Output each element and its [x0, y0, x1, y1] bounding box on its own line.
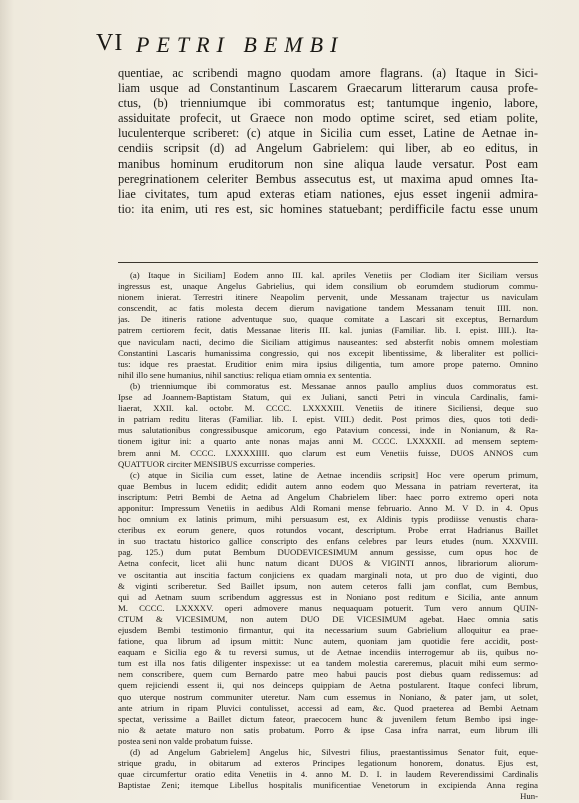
footnotes: [118, 270, 538, 803]
page-number: VI: [96, 30, 124, 56]
footnote-rule: [118, 262, 538, 263]
footnote-line: inscriptum: Petri Bembi de Aetna ad Angelum Chabrielem liber: haec porro extremo operi nota: [118, 491, 538, 502]
footnote-line: nionem inierat. Terrestri itinere Neapolim pervenit, unde Messanam trajectur us naviculam: [118, 292, 538, 303]
footnote-line: QUATTUOR circiter MENSIBUS excurrisse comperies.: [118, 458, 316, 469]
footnote-line: apponitur: Impressum Venetiis in aedibus Aldi Romani mense februario. Anno M. V D. in 4. Opus: [118, 502, 538, 513]
footnote-line: liaerat, XXII. kal. octobr. M. CCCC. LXXXXIII. Venetiis de itinere Siciliensi, deque suo: [118, 403, 538, 414]
main-text-line: luculenterque scriberet: (c) atque in Sicilia cum esset, Latine de Aetnae in-: [118, 126, 538, 141]
footnote-line: nio & aetate maturo non satis probatum. Porro & ipse Casa infra narrat, eum librum illi: [118, 724, 538, 735]
footnote-line: patrem certiorem fecit, datis Messanae literis III. kal. junias (Familiar. lib. I. epist. IIII.). Ita-: [118, 325, 538, 336]
main-text-line: assiduitate profecit, ut Graece non modo optime sciret, sed etiam polite,: [118, 111, 538, 126]
footnote-line: Hun-: [520, 791, 538, 802]
footnote-line: hoc omnium ex latinis primum, mihi persuasum est, ex Aldinis typis prodiisse venustis chara-: [118, 514, 538, 525]
main-text-line: tio: ita enim, uti res est, sic homines statuebant; perdifficile factu esse unum: [118, 201, 538, 216]
footnote-line: qui ad Aetnam suum scribendum aggressus est in Noniano post reditum e Sicilia, ante annum: [118, 591, 538, 602]
footnote-line: fatione, qua librum ad ipsum mittit: Nunc autem, quoniam jam quotidie fere accidit, post-: [118, 636, 538, 647]
footnote-line: CTUM & VICESIMUM, non autem DUO DE VICESIMUM agebat. Haec omnia satis: [118, 613, 538, 624]
footnote-line: postea seni non valde probatum fuisse.: [118, 735, 253, 746]
footnote-line: (b) trienniumque ibi commoratus est. Messanae annos paullo amplius duos commoratus est.: [130, 380, 538, 391]
footnote-line: in suo tractatu historico gallice conscripto des enfans celebres par leurs etudes (num. XXXVIII.: [118, 536, 538, 547]
footnote-line: spectat, verissime a Baillet dictum fateor, praecocem hunc & juvenilem fetum Bembo ipsi inge-: [118, 713, 538, 724]
main-text-line: manibus hominum eruditorum non sine aliqua laude versatur. Post eam: [118, 156, 538, 171]
main-text-line: liae civitates, tum apud exteras etiam nationes, ejus esset ingenii admira-: [118, 186, 538, 201]
footnote-line: M. CCCC. LXXXXV. operi admovere manus nequaquam potuerit. Tum vero annum QUIN-: [118, 602, 538, 613]
footnote-line: quae Bembus in lucem edidit; edidit autem anno eodem quo Messana in patriam reverterat, ita: [118, 480, 538, 491]
page-header: [96, 30, 526, 60]
footnote-line: que naviculam nacti, decimo die Siciliam attigimus nauseantes: sed absterfit nobis omnem molestiam: [118, 336, 538, 347]
footnote-line: tionem igitur ini: a quarto ante nonas majas anni M. CCCC. LXXXXII. ad mensem septem-: [118, 436, 538, 447]
footnote-line: conscendit, ac fatis molesta decem dierum navigatione tandem Messanam tenuit IIII. non.: [118, 303, 538, 314]
footnote-line: ve oscitantia aut inscitia factum conjiciens ex quadam marginali nota, ut pro duo de viginti, duo: [118, 569, 538, 580]
footnote-line: in patriam reditu literas (Familiar. lib. I. epist. VIII.) dedit. Post primos dies, quos toti dedi-: [118, 414, 538, 425]
footnote-line: jas. De itineris ratione adventuque suo, quaque comitate a Lascari sit exceptus, Bernardum: [118, 314, 538, 325]
footnote-line: Baptistae Zeni; itemque Libellus hospitalis munificentiae Venetorum in excipienda Anna regina: [118, 780, 538, 791]
footnote-line: nihil illo sene humanius, nihil sanctius: reliqua etiam omnia ex sententia.: [118, 369, 372, 380]
footnote-line: Ipse ad Joannem-Baptistam Statum, qui ex Juliani, sancti Petri in vincula Cardinalis, fami-: [118, 392, 538, 403]
footnote-line: eaquam e Sicilia ego & tu reversi sumus, ut de Aetnae incendiis interrogemur ab iis, quibus no-: [118, 647, 538, 658]
footnote-line: (c) atque in Sicilia cum esset, latine de Aetnae incendiis scripsit] Hoc vere operum primum,: [130, 469, 538, 480]
footnote-line: quem rejiciendi essent ii, qui nos deinceps quippiam de Aetna postularent. Itaque confeci librum,: [118, 680, 538, 691]
footnote-line: tus: idque res praestat. Eruditior enim mira ipsius diligentia, tum amore prope paterno. Omnino: [118, 358, 538, 369]
main-text-line: cendiis scripsit (d) ad Angelum Gabrielem: qui liber, ab eo editus, in: [118, 141, 538, 156]
footnote-line: (d) ad Angelum Gabrielem] Angelus hic, Silvestri filius, praestantissimus Senator fuit, eque-: [130, 747, 538, 758]
footnote-line: & viginti scriberetur. Sed Baillet ipsum, non autem ceteros falli jam conflat, cum Bembus,: [118, 580, 538, 591]
footnote-line: (a) Itaque in Siciliam] Eodem anno III. kal. apriles Venetiis per Clodiam iter Siciliam versus: [130, 270, 538, 280]
running-title: PETRI BEMBI: [136, 32, 345, 57]
footnote-line: Aetna confecit, licet alii hunc natum dicant DUOS & VIGINTI annos, librariorum aliorum-: [118, 558, 538, 569]
main-text-line: quentiae, ac scribendi magno quodam amore flagrans. (a) Itaque in Sici-: [118, 66, 538, 80]
footnote-line: ingressus est, unaque Angelus Gabrielius, qui idem consilium ob eorumdem studiorum commu-: [118, 281, 538, 292]
footnote-line: pag. 125.) dum putat Bembum DUODEVICESIMUM annum gessisse, cum opus hoc de: [118, 547, 538, 558]
main-text-line: ctus, (b) trienniumque ibi commoratus est; tantumque ingenio, labore,: [118, 96, 538, 111]
footnote-line: Constantini Lascaris humanissima congressio, qui nos excepit libentissime, & liberaliter est pollici-: [118, 347, 538, 358]
main-text-line: liam usque ad Constantinum Lascarem Graecarum litterarum causa profe-: [118, 81, 538, 96]
footnote-line: quo uterque nostrum communiter uteretur. Nam cum essemus in Noniano, & pater jam, ut solet,: [118, 691, 538, 702]
main-text: [118, 66, 538, 217]
footnote-line: nem conscribere, quem cum Bernardo patre meo habui paucis post diebus quam redissemus: ad: [118, 669, 538, 680]
main-text-line: peregrinationem celeriter Bembus assecutus est, ut maxima apud omnes Ita-: [118, 171, 538, 186]
footnote-line: brem anni M. CCCC. LXXXXIIII. quo clarum est eum Venetiis fuisse, DUOS ANNOS cum: [118, 447, 538, 458]
footnote-line: strique gradu, in obitarum ad exteros Principes legationum honorem, donatus. Ejus est,: [118, 758, 538, 769]
footnote-line: mus salutationibus congressibusque amicorum, ego Patavium concessi, inde in Nonianum, & Ra-: [118, 425, 538, 436]
footnote-line: cteribus ex eorum genere, quos rotundos vocant, descriptum. Probe errat Hadrianus Baillet: [118, 525, 538, 536]
footnote-line: quae circumfertur oratio edita Venetiis in 4. anno M. D. I. in laudem Reverendissimi Cardinalis: [118, 769, 538, 780]
footnote-line: ante atrium in ripam Pluvici contulisset, accessi ad eam, &c. Quod praeterea ad Bembi Aetnam: [118, 702, 538, 713]
footnote-line: tum est illa nos fatis diligenter inspexisse: ut ea tandem molestia careremus, placuit mihi eum sermo-: [118, 658, 538, 669]
footnote-line: ejusdem Bembi testimonio firmantur, qui ita necessarium suum Gabrielium alloquitur ea prae-: [118, 625, 538, 635]
